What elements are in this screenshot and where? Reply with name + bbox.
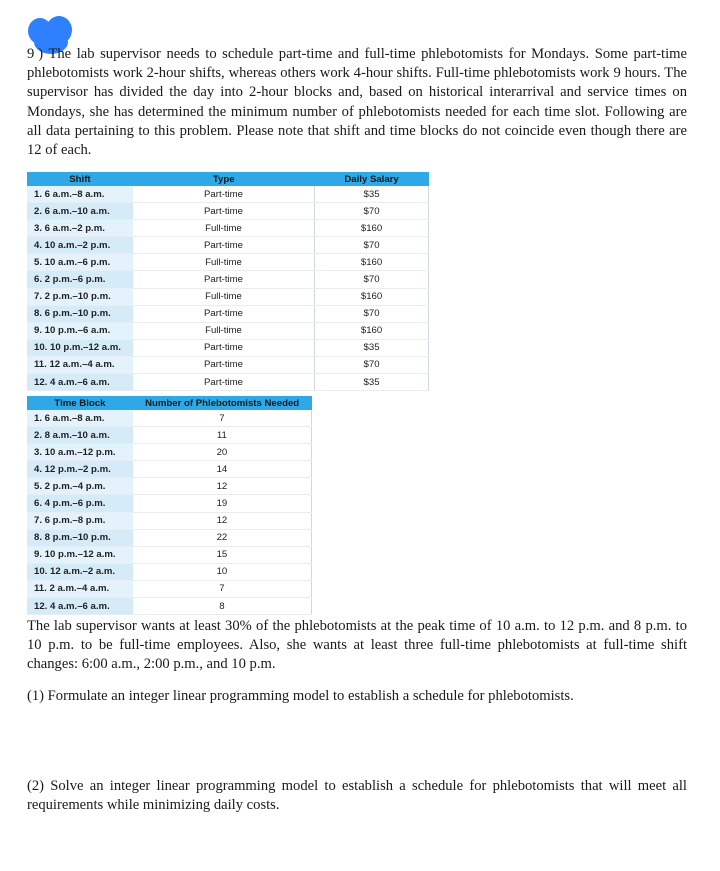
row-label: 9. 10 p.m.–6 a.m. bbox=[27, 322, 133, 339]
requirements-text: The lab supervisor wants at least 30% of the phlebotomists at the peak time of 10 a.m. to 12 p.m. and 8 p.m. to 10 p.m. to be full-time employees. Also, she wants at least three full-time phlebotomists at full-time shift changes: 6:00 a.m., 2:00 p.m., and 10 p.m. bbox=[27, 618, 687, 673]
shift-row bbox=[27, 220, 429, 237]
table-cell: 10 bbox=[133, 563, 312, 580]
table-cell: $70 bbox=[315, 271, 429, 288]
table-cell: Full-time bbox=[133, 288, 315, 305]
row-label: 11. 12 a.m.–4 a.m. bbox=[27, 356, 133, 373]
row-label: 11. 2 a.m.–4 a.m. bbox=[27, 580, 133, 597]
problem-number: 9 bbox=[27, 46, 35, 62]
time-block-row bbox=[27, 529, 312, 546]
table-cell: Part-time bbox=[133, 356, 315, 373]
row-label: 5. 10 a.m.–6 p.m. bbox=[27, 254, 133, 271]
table-cell: Full-time bbox=[133, 254, 315, 271]
shift-row bbox=[27, 322, 429, 339]
table-cell: Part-time bbox=[133, 203, 315, 220]
table-cell: $160 bbox=[315, 220, 429, 237]
row-label: 4. 10 a.m.–2 p.m. bbox=[27, 237, 133, 254]
table-cell: $160 bbox=[315, 288, 429, 305]
table-cell: 12 bbox=[133, 478, 312, 495]
table-cell: Full-time bbox=[133, 322, 315, 339]
row-label: 7. 2 p.m.–10 p.m. bbox=[27, 288, 133, 305]
row-label: 8. 6 p.m.–10 p.m. bbox=[27, 305, 133, 322]
table-cell: 14 bbox=[133, 461, 312, 478]
row-label: 3. 10 a.m.–12 p.m. bbox=[27, 444, 133, 461]
header-type: Type bbox=[133, 172, 315, 186]
header-daily-salary: Daily Salary bbox=[315, 172, 429, 186]
shift-row bbox=[27, 339, 429, 356]
row-label: 9. 10 p.m.–12 a.m. bbox=[27, 546, 133, 563]
row-label: 7. 6 p.m.–8 p.m. bbox=[27, 512, 133, 529]
time-block-row bbox=[27, 512, 312, 529]
time-block-row bbox=[27, 580, 312, 597]
row-label: 2. 6 a.m.–10 a.m. bbox=[27, 203, 133, 220]
problem-intro bbox=[27, 45, 687, 160]
intro-text: ) The lab supervisor needs to schedule part-time and full-time phlebotomists for Mondays. Some part-time phlebotomists work 2-hour shifts, whereas others work 4-hour shifts. Full-time phlebotomists work 9 hours. The supervisor has divided the day into 2-hour blocks and, based on historical interarrival and service times on Mondays, she has determined the minimum number of phlebotomists needed for each time slot. Following are all data pertaining to this problem. Please note that shift and time blocks do not coincide even though there are 12 of each. bbox=[27, 46, 687, 159]
question-2: (2) Solve an integer linear programming model to establish a schedule for phlebotomists that will meet all requirements while minimizing daily costs. bbox=[27, 778, 687, 814]
shift-row bbox=[27, 288, 429, 305]
time-block-row bbox=[27, 427, 312, 444]
shift-row bbox=[27, 237, 429, 254]
row-label: 10. 10 p.m.–12 a.m. bbox=[27, 339, 133, 356]
table-cell: $70 bbox=[315, 305, 429, 322]
header-phlebotomists-needed: Number of Phlebotomists Needed bbox=[133, 396, 312, 410]
table-cell: 7 bbox=[133, 580, 312, 597]
time-block-row bbox=[27, 461, 312, 478]
row-label: 3. 6 a.m.–2 p.m. bbox=[27, 220, 133, 237]
table-cell: $160 bbox=[315, 322, 429, 339]
shift-row bbox=[27, 374, 429, 391]
table-cell: $35 bbox=[315, 374, 429, 391]
table-cell: 20 bbox=[133, 444, 312, 461]
block-table-header bbox=[27, 396, 312, 410]
time-block-row bbox=[27, 478, 312, 495]
shift-table-header bbox=[27, 172, 429, 186]
header-time-block: Time Block bbox=[27, 396, 133, 410]
shift-row bbox=[27, 186, 429, 203]
table-cell: Part-time bbox=[133, 186, 315, 203]
table-cell: 11 bbox=[133, 427, 312, 444]
table-cell: $70 bbox=[315, 356, 429, 373]
table-cell: 19 bbox=[133, 495, 312, 512]
shift-row bbox=[27, 254, 429, 271]
time-block-row bbox=[27, 546, 312, 563]
shift-table bbox=[27, 172, 429, 391]
time-block-row bbox=[27, 563, 312, 580]
time-block-table bbox=[27, 396, 312, 615]
row-label: 5. 2 p.m.–4 p.m. bbox=[27, 478, 133, 495]
time-block-row bbox=[27, 495, 312, 512]
shift-row bbox=[27, 271, 429, 288]
table-cell: Part-time bbox=[133, 305, 315, 322]
row-label: 6. 4 p.m.–6 p.m. bbox=[27, 495, 133, 512]
table-cell: Part-time bbox=[133, 237, 315, 254]
table-cell: 8 bbox=[133, 598, 312, 615]
table-cell: $35 bbox=[315, 339, 429, 356]
table-cell: 12 bbox=[133, 512, 312, 529]
question-1: (1) Formulate an integer linear programming model to establish a schedule for phlebotomists. bbox=[27, 688, 574, 704]
shift-row bbox=[27, 305, 429, 322]
header-shift: Shift bbox=[27, 172, 133, 186]
table-cell: $70 bbox=[315, 237, 429, 254]
table-cell: 22 bbox=[133, 529, 312, 546]
shift-table-body bbox=[27, 186, 429, 391]
table-cell: $70 bbox=[315, 203, 429, 220]
table-cell: Full-time bbox=[133, 220, 315, 237]
row-label: 1. 6 a.m.–8 a.m. bbox=[27, 410, 133, 427]
row-label: 8. 8 p.m.–10 p.m. bbox=[27, 529, 133, 546]
row-label: 10. 12 a.m.–2 a.m. bbox=[27, 563, 133, 580]
table-cell: 7 bbox=[133, 410, 312, 427]
table-cell: 15 bbox=[133, 546, 312, 563]
row-label: 12. 4 a.m.–6 a.m. bbox=[27, 598, 133, 615]
row-label: 12. 4 a.m.–6 a.m. bbox=[27, 374, 133, 391]
row-label: 1. 6 a.m.–8 a.m. bbox=[27, 186, 133, 203]
time-block-row bbox=[27, 598, 312, 615]
table-cell: Part-time bbox=[133, 271, 315, 288]
shift-row bbox=[27, 203, 429, 220]
time-block-row bbox=[27, 410, 312, 427]
table-cell: Part-time bbox=[133, 339, 315, 356]
table-cell: $35 bbox=[315, 186, 429, 203]
shift-row bbox=[27, 356, 429, 373]
row-label: 4. 12 p.m.–2 p.m. bbox=[27, 461, 133, 478]
time-block-row bbox=[27, 444, 312, 461]
table-cell: $160 bbox=[315, 254, 429, 271]
block-table-body bbox=[27, 410, 312, 615]
row-label: 2. 8 a.m.–10 a.m. bbox=[27, 427, 133, 444]
table-cell: Part-time bbox=[133, 374, 315, 391]
row-label: 6. 2 p.m.–6 p.m. bbox=[27, 271, 133, 288]
